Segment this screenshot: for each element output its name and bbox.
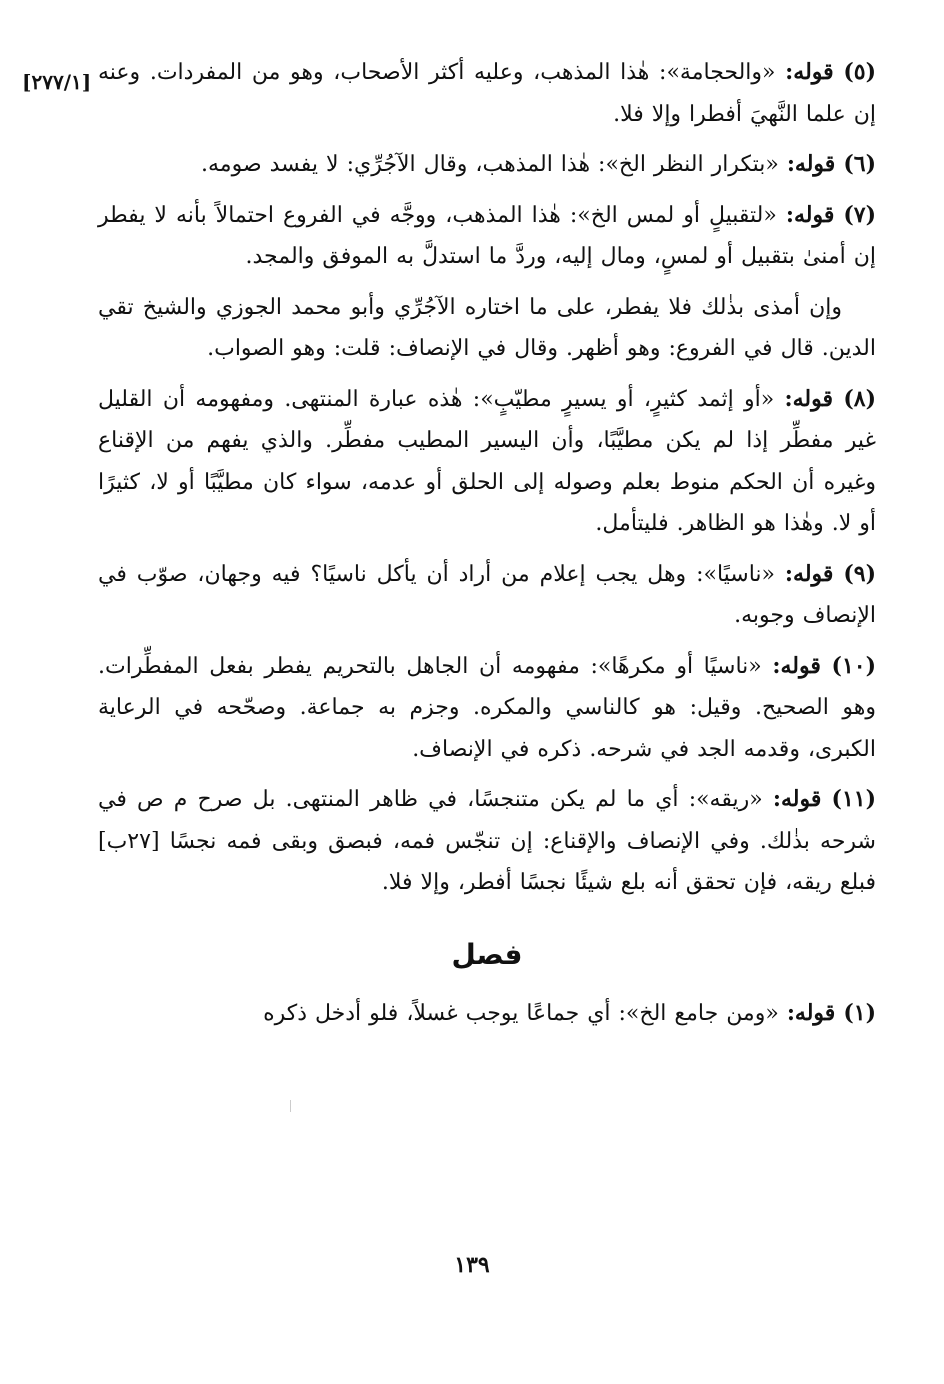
paragraph-keyword: قوله: bbox=[772, 652, 821, 679]
paragraph-number: (١١) bbox=[831, 786, 877, 812]
paragraph-number: (٨) bbox=[843, 385, 876, 412]
paragraph-text: «ريقه»: أي ما لم يكن متنجسًا، في ظاهر المنتهى. بل صرح م ص في شرحه بذٰلك. وفي الإنصاف والإقناع: إن تنجّس فمه، فبصق وبقى فمه نجسًا [٢٧ب] فبلع ريقه، فإن تحقق أنه بلع شيئًا نجسًا أفطر، وإلا فلا. bbox=[98, 787, 876, 895]
paragraph-keyword: قوله: bbox=[784, 560, 834, 587]
paragraph-text: «ناسيًا»: وهل يجب إعلام من أراد أن يأكل ناسيًا؟ فيه وجهان، صوّب في الإنصاف وجوبه. bbox=[98, 561, 876, 628]
commentary-paragraph-6 bbox=[98, 144, 876, 186]
paragraph-number: (٩) bbox=[843, 560, 877, 587]
paragraph-number: (١٠) bbox=[831, 652, 876, 679]
paragraph-number: (١) bbox=[843, 999, 876, 1026]
paragraph-keyword: قوله: bbox=[784, 385, 834, 412]
paragraph-text: «ناسيًا أو مكرهًا»: مفهومه أن الجاهل بالتحريم يفطر بفعل المفطِّرات. وهو الصحيح. وقيل: هو كالناسي والمكره. وجزم به جماعة. وصحّحه في الرعاية الكبرى، وقدمه الجد في شرحه. ذكره في الإنصاف. bbox=[98, 653, 876, 762]
paragraph-text: «والحجامة»: هٰذا المذهب، وعليه أكثر الأصحاب، وهو من المفردات. وعنه إن علما النَّهيَ أفطرا وإلا فلا. bbox=[98, 60, 876, 127]
paragraph-keyword: قوله: bbox=[785, 201, 835, 228]
paragraph-text: «ومن جامع الخ»: أي جماعًا يوجب غسلاً، فلو أدخل ذكره bbox=[263, 1000, 779, 1026]
paragraph-text: «بتكرار النظر الخ»: هٰذا المذهب، وقال الآجُرِّي: لا يفسد صومه. bbox=[201, 152, 779, 177]
paragraph-text: «لتقبيلٍ أو لمس الخ»: هٰذا المذهب، ووجَّه في الفروع احتمالاً بأنه لا يفطر إن أمنىٰ بتقبيل أو لمسٍ، ومال إليه، وردَّ ما استدلَّ به الموفق والمجد. bbox=[98, 202, 876, 269]
commentary-paragraph-10 bbox=[98, 646, 876, 771]
paragraph-keyword: قوله: bbox=[786, 999, 836, 1026]
paragraph-keyword: قوله: bbox=[786, 151, 836, 177]
continuation-paragraph bbox=[98, 287, 876, 370]
commentary-paragraph-9 bbox=[98, 554, 876, 637]
margin-reference: [٢٧٧/١] bbox=[22, 70, 92, 94]
paragraph-keyword: قوله: bbox=[785, 59, 834, 85]
paragraph-text: وإن أمذى بذٰلك فلا يفطر، على ما اختاره الآجُرِّي وأبو محمد الجوزي والشيخ تقي الدين. قال في الفروع: وهو أظهر. وقال في الإنصاف: قلت: وهو الصواب. bbox=[98, 294, 876, 361]
paragraph-number: (٥) bbox=[843, 59, 877, 85]
commentary-paragraph-7 bbox=[98, 195, 876, 278]
paragraph-number: (٦) bbox=[843, 151, 876, 177]
commentary-paragraph-11 bbox=[98, 779, 876, 904]
paragraph-text: «أو إثمد كثيرٍ، أو يسيرٍ مطيّبٍ»: هٰذه عبارة المنتهى. ومفهومه أن القليل غير مفطِّر إذا لم يكن مطيَّبًا، وأن اليسير المطيب مفطِّر. والذي يفهم من الإقناع وغيره أن الحكم منوط بعلم وصوله إلى الحلق أو عدمه، سواء كان مطيَّبًا أو لا، كثيرًا أو لا. وهٰذا هو الظاهر. فليتأمل. bbox=[98, 386, 876, 536]
commentary-paragraph-5 bbox=[98, 52, 876, 135]
section-paragraph-1 bbox=[98, 993, 876, 1035]
scan-mark bbox=[290, 1100, 291, 1112]
page-number: ١٣٩ bbox=[454, 1252, 490, 1278]
paragraph-keyword: قوله: bbox=[772, 786, 822, 812]
section-title: فصل bbox=[451, 937, 523, 971]
document-page bbox=[98, 52, 876, 1043]
paragraph-number: (٧) bbox=[843, 201, 877, 228]
commentary-paragraph-8 bbox=[98, 379, 876, 545]
